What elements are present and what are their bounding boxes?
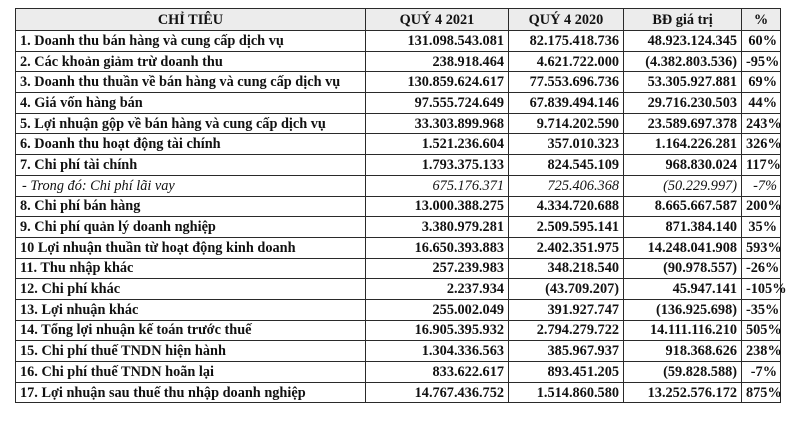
cell-change-value: 23.589.697.378 <box>624 113 742 134</box>
cell-q4-2021: 1.304.336.563 <box>366 341 509 362</box>
header-q4-2020: QUÝ 4 2020 <box>509 9 624 31</box>
cell-change-pct: 44% <box>742 93 781 114</box>
cell-change-value: 8.665.667.587 <box>624 196 742 217</box>
cell-q4-2020: 2.509.595.141 <box>509 217 624 238</box>
cell-change-pct: -7% <box>742 175 781 196</box>
table-row <box>16 217 781 238</box>
cell-change-value: 14.111.116.210 <box>624 320 742 341</box>
row-label: 13. Lợi nhuận khác <box>16 299 366 320</box>
cell-change-pct: 593% <box>742 237 781 258</box>
table-row <box>16 196 781 217</box>
row-label: 7. Chi phí tài chính <box>16 155 366 176</box>
table-row <box>16 134 781 155</box>
table-row <box>16 320 781 341</box>
cell-q4-2020: 893.451.205 <box>509 362 624 383</box>
cell-q4-2021: 833.622.617 <box>366 362 509 383</box>
cell-q4-2021: 131.098.543.081 <box>366 31 509 52</box>
header-indicator: CHỈ TIÊU <box>16 9 366 31</box>
cell-change-pct: -35% <box>742 299 781 320</box>
row-label: 6. Doanh thu hoạt động tài chính <box>16 134 366 155</box>
cell-change-pct: 35% <box>742 217 781 238</box>
cell-change-pct: -105% <box>742 279 781 300</box>
cell-change-pct: 875% <box>742 382 781 403</box>
cell-q4-2020: (43.709.207) <box>509 279 624 300</box>
cell-q4-2021: 675.176.371 <box>366 175 509 196</box>
row-label: 4. Giá vốn hàng bán <box>16 93 366 114</box>
cell-q4-2020: 391.927.747 <box>509 299 624 320</box>
cell-change-pct: -26% <box>742 258 781 279</box>
income-statement-table <box>15 8 787 403</box>
header-q4-2021: QUÝ 4 2021 <box>366 9 509 31</box>
cell-change-value: (90.978.557) <box>624 258 742 279</box>
cell-change-pct: -7% <box>742 362 781 383</box>
cell-change-value: (59.828.588) <box>624 362 742 383</box>
table-row <box>16 258 781 279</box>
cell-q4-2021: 16.650.393.883 <box>366 237 509 258</box>
cell-change-value: 13.252.576.172 <box>624 382 742 403</box>
cell-q4-2020: 2.794.279.722 <box>509 320 624 341</box>
cell-q4-2021: 255.002.049 <box>366 299 509 320</box>
cell-q4-2020: 77.553.696.736 <box>509 72 624 93</box>
cell-change-pct: -95% <box>742 51 781 72</box>
cell-q4-2021: 14.767.436.752 <box>366 382 509 403</box>
cell-change-value: 53.305.927.881 <box>624 72 742 93</box>
cell-change-pct: 117% <box>742 155 781 176</box>
cell-q4-2020: 2.402.351.975 <box>509 237 624 258</box>
cell-q4-2021: 33.303.899.968 <box>366 113 509 134</box>
cell-q4-2021: 238.918.464 <box>366 51 509 72</box>
row-label: 10 Lợi nhuận thuần từ hoạt động kinh doanh <box>16 237 366 258</box>
cell-change-pct: 69% <box>742 72 781 93</box>
row-label: 16. Chi phí thuế TNDN hoãn lại <box>16 362 366 383</box>
cell-change-value: (4.382.803.536) <box>624 51 742 72</box>
row-label: 3. Doanh thu thuần về bán hàng và cung cấp dịch vụ <box>16 72 366 93</box>
cell-q4-2020: 9.714.202.590 <box>509 113 624 134</box>
cell-q4-2021: 257.239.983 <box>366 258 509 279</box>
cell-q4-2021: 1.793.375.133 <box>366 155 509 176</box>
cell-change-value: 918.368.626 <box>624 341 742 362</box>
table-row <box>16 341 781 362</box>
table-row <box>16 31 781 52</box>
table-row <box>16 299 781 320</box>
cell-change-value: 45.947.141 <box>624 279 742 300</box>
cell-change-value: (50.229.997) <box>624 175 742 196</box>
row-label: 9. Chi phí quản lý doanh nghiệp <box>16 217 366 238</box>
cell-change-pct: 238% <box>742 341 781 362</box>
row-label: 12. Chi phí khác <box>16 279 366 300</box>
table-row <box>16 113 781 134</box>
row-label: 8. Chi phí bán hàng <box>16 196 366 217</box>
header-change-value: BĐ giá trị <box>624 9 742 31</box>
header-change-pct: % <box>742 9 781 31</box>
cell-change-value: 1.164.226.281 <box>624 134 742 155</box>
cell-q4-2020: 4.334.720.688 <box>509 196 624 217</box>
header-row <box>16 9 781 31</box>
row-label: 15. Chi phí thuế TNDN hiện hành <box>16 341 366 362</box>
cell-q4-2021: 3.380.979.281 <box>366 217 509 238</box>
row-label: 1. Doanh thu bán hàng và cung cấp dịch vụ <box>16 31 366 52</box>
cell-q4-2020: 357.010.323 <box>509 134 624 155</box>
cell-q4-2020: 4.621.722.000 <box>509 51 624 72</box>
financial-statement <box>15 8 787 403</box>
cell-change-value: 14.248.041.908 <box>624 237 742 258</box>
table-row <box>16 93 781 114</box>
cell-q4-2020: 348.218.540 <box>509 258 624 279</box>
cell-q4-2020: 725.406.368 <box>509 175 624 196</box>
row-label: 17. Lợi nhuận sau thuế thu nhập doanh nghiệp <box>16 382 366 403</box>
table-row <box>16 362 781 383</box>
cell-change-value: (136.925.698) <box>624 299 742 320</box>
cell-change-value: 968.830.024 <box>624 155 742 176</box>
cell-change-pct: 60% <box>742 31 781 52</box>
cell-q4-2021: 1.521.236.604 <box>366 134 509 155</box>
cell-q4-2021: 13.000.388.275 <box>366 196 509 217</box>
cell-change-value: 48.923.124.345 <box>624 31 742 52</box>
table-row <box>16 382 781 403</box>
row-label: - Trong đó: Chi phí lãi vay <box>16 175 366 196</box>
cell-q4-2021: 16.905.395.932 <box>366 320 509 341</box>
row-label: 5. Lợi nhuận gộp về bán hàng và cung cấp dịch vụ <box>16 113 366 134</box>
cell-change-pct: 505% <box>742 320 781 341</box>
table-row <box>16 175 781 196</box>
cell-q4-2020: 82.175.418.736 <box>509 31 624 52</box>
table-row <box>16 237 781 258</box>
cell-change-pct: 326% <box>742 134 781 155</box>
row-label: 11. Thu nhập khác <box>16 258 366 279</box>
table-row <box>16 72 781 93</box>
cell-change-pct: 200% <box>742 196 781 217</box>
cell-q4-2020: 824.545.109 <box>509 155 624 176</box>
cell-q4-2020: 67.839.494.146 <box>509 93 624 114</box>
cell-q4-2020: 1.514.860.580 <box>509 382 624 403</box>
table-body <box>16 31 787 403</box>
cell-change-value: 871.384.140 <box>624 217 742 238</box>
table-row <box>16 51 781 72</box>
row-label: 2. Các khoản giảm trừ doanh thu <box>16 51 366 72</box>
cell-q4-2021: 130.859.624.617 <box>366 72 509 93</box>
cell-q4-2021: 97.555.724.649 <box>366 93 509 114</box>
cell-change-value: 29.716.230.503 <box>624 93 742 114</box>
cell-q4-2020: 385.967.937 <box>509 341 624 362</box>
cell-q4-2021: 2.237.934 <box>366 279 509 300</box>
table-row <box>16 155 781 176</box>
cell-change-pct: 243% <box>742 113 781 134</box>
row-label: 14. Tổng lợi nhuận kế toán trước thuế <box>16 320 366 341</box>
table-row <box>16 279 781 300</box>
